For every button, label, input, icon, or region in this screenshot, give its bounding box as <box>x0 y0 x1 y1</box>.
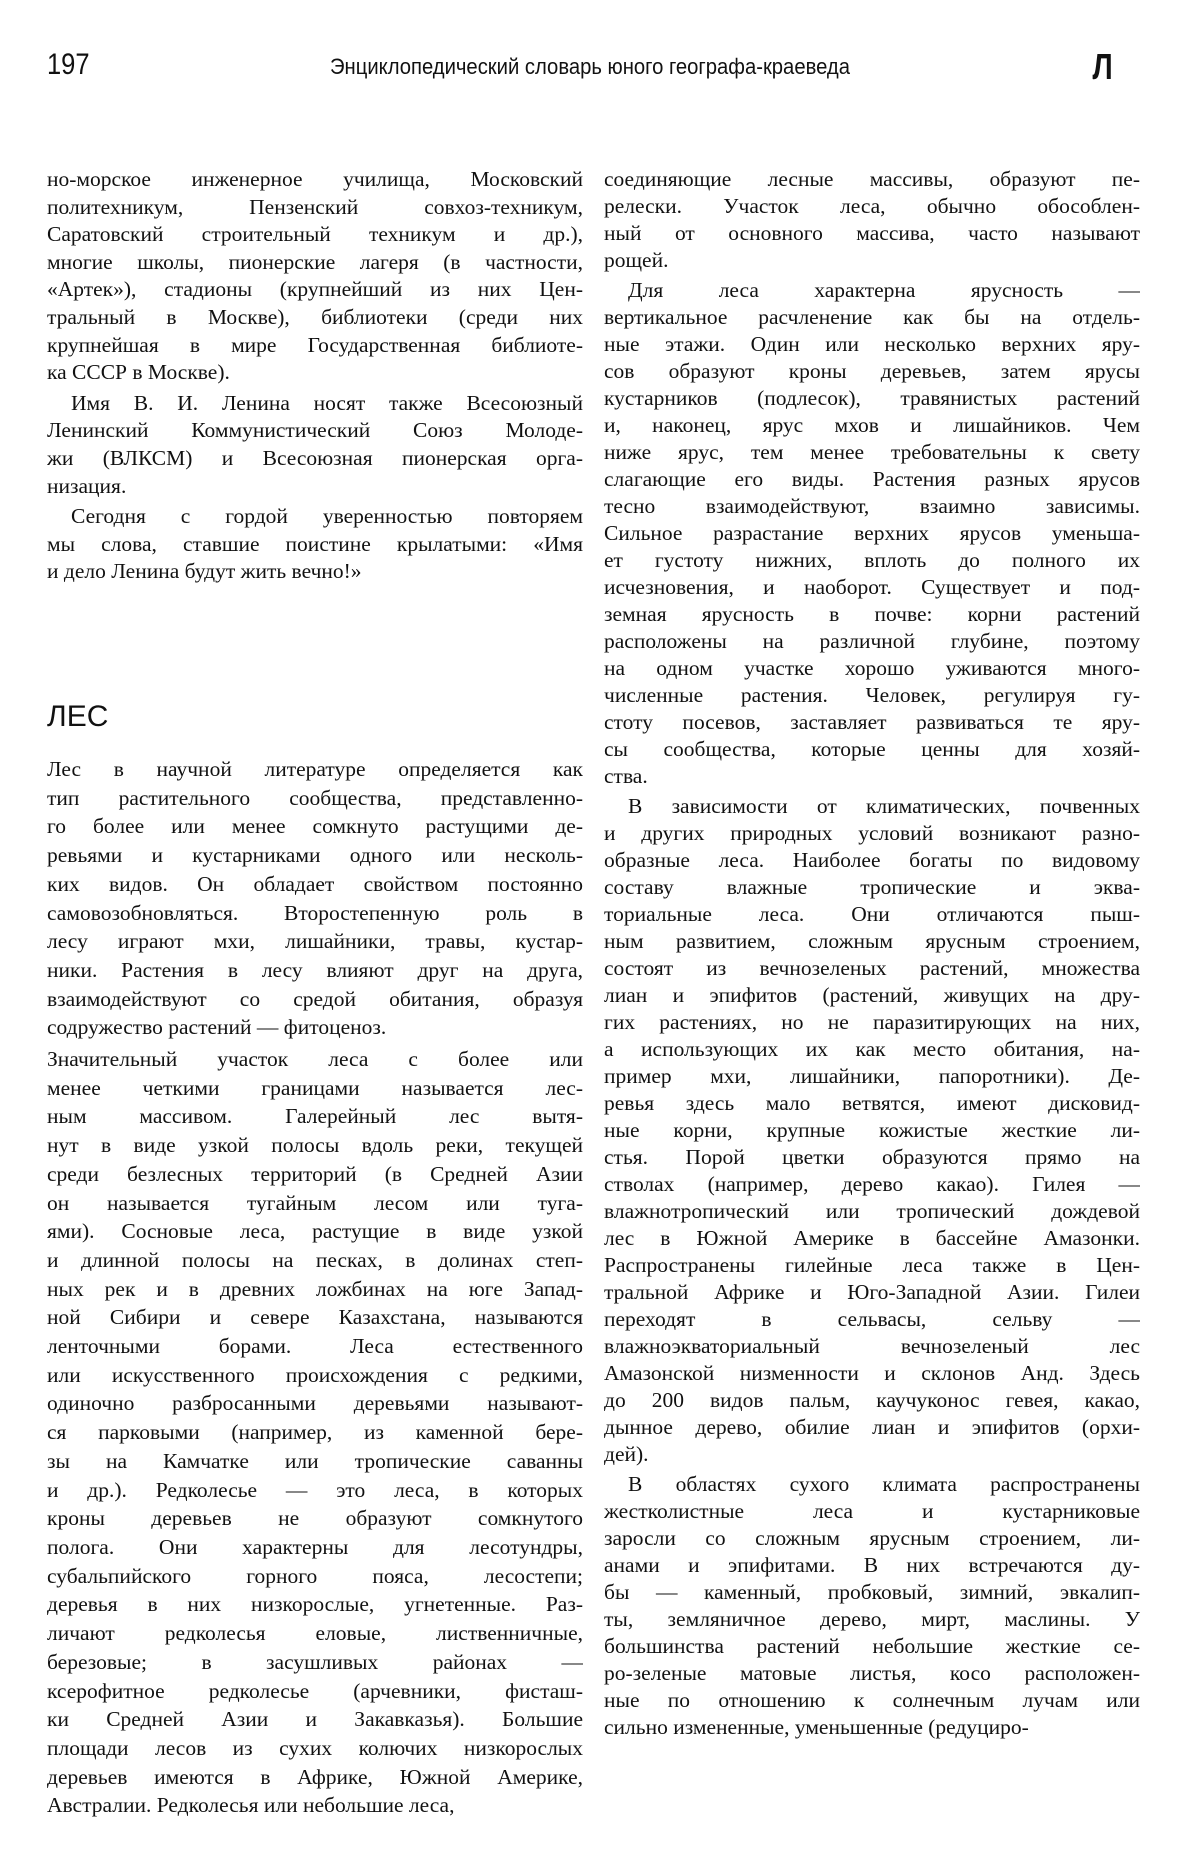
text-line: Для леса характерна ярусность — <box>604 277 1140 304</box>
text-line: ной Сибири и севере Казахстана, называются <box>47 1303 583 1332</box>
text-line: ксерофитное редколесье (арчевники, фисташ- <box>47 1677 583 1706</box>
text-line: стья. Порой цветки образуются прямо на <box>604 1144 1140 1171</box>
text-line: он называется тугайным лесом или туга- <box>47 1189 583 1218</box>
text-line: ным развитием, сложным ярусным строением, <box>604 928 1140 955</box>
text-line: соединяющие лесные массивы, образуют пе- <box>604 166 1140 193</box>
text-line: ет густоту нижних, вплоть до полного их <box>604 547 1140 574</box>
text-line: ревья здесь мало ветвятся, имеют дисковид- <box>604 1090 1140 1117</box>
text-line: до 200 видов пальм, каучуконос гевея, какао, <box>604 1387 1140 1414</box>
text-line: и длинной полосы на песках, в долинах степ- <box>47 1246 583 1275</box>
text-line: го более или менее сомкнуто растущими де- <box>47 812 583 841</box>
text-line: политехникум, Пензенский совхоз-техникум, <box>47 194 583 222</box>
text-line: Значительный участок леса с более или <box>47 1045 583 1074</box>
text-line: деревьев имеются в Африке, Южной Америке, <box>47 1763 583 1792</box>
text-line: В зависимости от климатических, почвенных <box>604 793 1140 820</box>
text-line: тральный в Москве), библиотеки (среди них <box>47 304 583 332</box>
text-line: одиночно разбросанными деревьями называют- <box>47 1389 583 1418</box>
text-line: дынное дерево, обилие лиан и эпифитов (орхи- <box>604 1414 1140 1441</box>
paragraph <box>47 755 583 1042</box>
paragraph <box>47 166 583 387</box>
text-line: состоят из вечнозеленых растений, множества <box>604 955 1140 982</box>
text-line: ным массивом. Галерейный лес вытя- <box>47 1102 583 1131</box>
text-line: ки Средней Азии и Закавказья). Большие <box>47 1705 583 1734</box>
text-line: Ленинский Коммунистический Союз Молоде- <box>47 417 583 445</box>
text-line: ные по отношению к солнечным лучам или <box>604 1687 1140 1714</box>
text-line: ленточными борами. Леса естественного <box>47 1332 583 1361</box>
text-line: анами и эпифитами. В них встречаются ду- <box>604 1552 1140 1579</box>
text-line: мы слова, ставшие поистине крылатыми: «Имя <box>47 531 583 559</box>
text-line: полога. Они характерны для лесотундры, <box>47 1533 583 1562</box>
text-line: переходят в сельвасы, сельву — <box>604 1306 1140 1333</box>
paragraph <box>47 1045 583 1820</box>
text-line: пример мхи, лишайники, папоротники). Де- <box>604 1063 1140 1090</box>
text-line: ро-зеленые матовые листья, косо расположен- <box>604 1660 1140 1687</box>
section-letter: Л <box>1093 46 1113 88</box>
text-line: низация. <box>47 473 583 501</box>
text-line: ниже ярус, тем менее требовательны к свету <box>604 439 1140 466</box>
text-line: и других природных условий возникают разно- <box>604 820 1140 847</box>
text-line: кустарников (подлесок), травянистых растений <box>604 385 1140 412</box>
page-number: 197 <box>47 48 90 82</box>
text-line: ями). Сосновые леса, растущие в виде узкой <box>47 1217 583 1246</box>
text-line: субальпийского горного пояса, лесостепи; <box>47 1562 583 1591</box>
text-line: Распространены гилейные леса также в Цен- <box>604 1252 1140 1279</box>
text-line: Австралии. Редколесья или небольшие леса, <box>47 1791 583 1820</box>
text-line: ных рек и в древних ложбинах на юге Запад- <box>47 1275 583 1304</box>
text-line: ся парковыми (например, из каменной бере- <box>47 1418 583 1447</box>
text-line: ка СССР в Москве). <box>47 359 583 387</box>
text-line: ревьями и кустарниками одного или несколь- <box>47 841 583 870</box>
text-line: влажнотропический или тропический дождевой <box>604 1198 1140 1225</box>
text-line: многие школы, пионерские лагеря (в частности, <box>47 249 583 277</box>
text-line: ники. Растения в лесу влияют друг на друга, <box>47 956 583 985</box>
text-line: ты, земляничное дерево, мирт, маслины. У <box>604 1606 1140 1633</box>
paragraph <box>47 503 583 586</box>
paragraph <box>604 1471 1140 1741</box>
text-line: березовые; в засушливых районах — <box>47 1648 583 1677</box>
text-line: сильно измененные, уменьшенные (редуциро- <box>604 1714 1140 1741</box>
text-line: деревья в них низкорослые, угнетенные. Раз- <box>47 1590 583 1619</box>
paragraph <box>604 793 1140 1468</box>
text-line: на одном участке хорошо уживаются много- <box>604 655 1140 682</box>
text-line: лес в Южной Америке в бассейне Амазонки. <box>604 1225 1140 1252</box>
text-line: ториальные леса. Они отличаются пыш- <box>604 901 1140 928</box>
paragraph <box>47 390 583 500</box>
text-line: менее четкими границами называется лес- <box>47 1074 583 1103</box>
text-line: образные леса. Наиболее богаты по видовому <box>604 847 1140 874</box>
text-line: среди безлесных территорий (в Средней Азии <box>47 1160 583 1189</box>
text-line: Сегодня с гордой уверенностью повторяем <box>47 503 583 531</box>
text-line: рощей. <box>604 247 1140 274</box>
text-line: Амазонской низменности и склонов Анд. Здесь <box>604 1360 1140 1387</box>
text-line: нут в виде узкой полосы вдоль реки, текущей <box>47 1131 583 1160</box>
text-line: и дело Ленина будут жить вечно!» <box>47 558 583 586</box>
text-line: но-морское инженерное училища, Московский <box>47 166 583 194</box>
text-line: тип растительного сообщества, представленно- <box>47 784 583 813</box>
text-line: исчезновения, и наоборот. Существует и под- <box>604 574 1140 601</box>
text-line: крупнейшая в мире Государственная библиоте- <box>47 332 583 360</box>
left-column-top <box>47 166 583 589</box>
text-line: численные растения. Человек, регулируя гу- <box>604 682 1140 709</box>
text-line: Имя В. И. Ленина носят также Всесоюзный <box>47 390 583 418</box>
text-line: а использующих их как место обитания, на- <box>604 1036 1140 1063</box>
text-line: площади лесов из сухих колючих низкорослых <box>47 1734 583 1763</box>
text-line: личают редколесья еловые, лиственничные, <box>47 1619 583 1648</box>
text-line: содружество растений — фитоценоз. <box>47 1013 583 1042</box>
paragraph <box>604 166 1140 274</box>
right-column <box>604 166 1140 1744</box>
text-line: ный от основного массива, часто называют <box>604 220 1140 247</box>
text-line: взаимодействуют со средой обитания, образуя <box>47 985 583 1014</box>
text-line: В областях сухого климата распространены <box>604 1471 1140 1498</box>
article-heading: ЛЕС <box>47 700 108 734</box>
text-line: вертикальное расчленение как бы на отдель- <box>604 304 1140 331</box>
text-line: ства. <box>604 763 1140 790</box>
text-line: дей). <box>604 1441 1140 1468</box>
text-line: расположены на различной глубине, поэтому <box>604 628 1140 655</box>
text-line: жестколистные леса и кустарниковые <box>604 1498 1140 1525</box>
text-line: ные этажи. Один или несколько верхних яру- <box>604 331 1140 358</box>
left-column-article <box>47 755 583 1823</box>
text-line: сов образуют кроны деревьев, затем ярусы <box>604 358 1140 385</box>
running-title: Энциклопедический словарь юного географа-краеведа <box>330 54 850 80</box>
paragraph <box>604 277 1140 790</box>
text-line: земная ярусность в почве: корни растений <box>604 601 1140 628</box>
text-line: ких видов. Он обладает свойством постоянно <box>47 870 583 899</box>
text-line: «Артек»), стадионы (крупнейший из них Цен- <box>47 276 583 304</box>
page-header <box>0 48 1200 92</box>
text-line: Саратовский строительный техникум и др.), <box>47 221 583 249</box>
text-line: ные корни, крупные кожистые жесткие ли- <box>604 1117 1140 1144</box>
text-line: большинства растений небольшие жесткие се- <box>604 1633 1140 1660</box>
text-line: составу влажные тропические и эква- <box>604 874 1140 901</box>
text-line: сы сообщества, которые ценны для хозяй- <box>604 736 1140 763</box>
text-line: стволах (например, дерево какао). Гилея — <box>604 1171 1140 1198</box>
text-line: зы на Камчатке или тропические саванны <box>47 1447 583 1476</box>
text-line: гих растениях, но не паразитирующих на них, <box>604 1009 1140 1036</box>
text-line: или искусственного происхождения с редкими, <box>47 1361 583 1390</box>
text-line: релески. Участок леса, обычно обособлен- <box>604 193 1140 220</box>
text-line: слагающие его виды. Растения разных ярусов <box>604 466 1140 493</box>
text-line: и др.). Редколесье — это леса, в которых <box>47 1476 583 1505</box>
text-line: Лес в научной литературе определяется как <box>47 755 583 784</box>
text-line: тесно взаимодействуют, взаимно зависимы. <box>604 493 1140 520</box>
text-line: влажноэкваториальный вечнозеленый лес <box>604 1333 1140 1360</box>
text-line: кроны деревьев не образуют сомкнутого <box>47 1504 583 1533</box>
text-line: тральной Африке и Юго-Западной Азии. Гилеи <box>604 1279 1140 1306</box>
text-line: жи (ВЛКСМ) и Всесоюзная пионерская орга- <box>47 445 583 473</box>
text-line: и, наконец, ярус мхов и лишайников. Чем <box>604 412 1140 439</box>
text-line: заросли со сложным ярусным строением, ли- <box>604 1525 1140 1552</box>
text-line: бы — каменный, пробковый, зимний, эвкалип- <box>604 1579 1140 1606</box>
text-line: Сильное разрастание верхних ярусов уменьша- <box>604 520 1140 547</box>
text-line: лесу играют мхи, лишайники, травы, кустар- <box>47 927 583 956</box>
text-line: лиан и эпифитов (растений, живущих на дру- <box>604 982 1140 1009</box>
text-line: самовозобновляться. Второстепенную роль в <box>47 899 583 928</box>
text-line: стоту посевов, заставляет развиваться те яру- <box>604 709 1140 736</box>
